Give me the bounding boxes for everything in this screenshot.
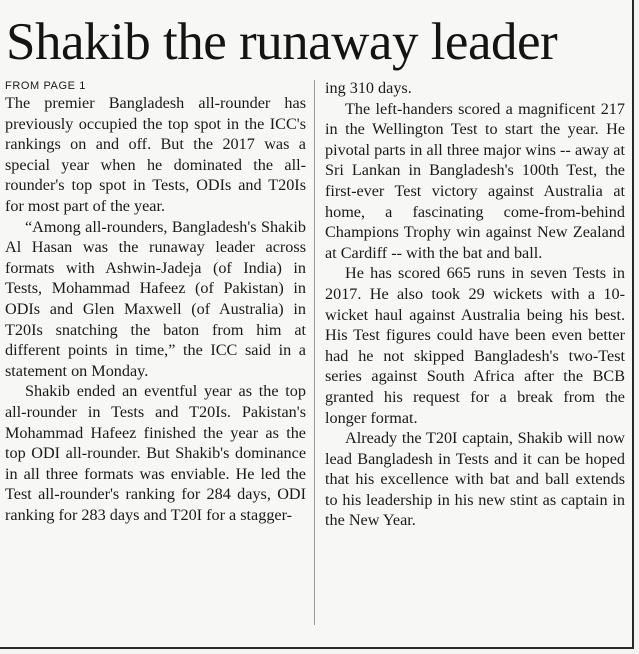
paragraph-5: He has scored 665 runs in seven Tests in 2017. He also took 29 wickets with a 10-wicket haul against Australia being his best. His Test figures could have been even better had he not skipped Bangladesh's two-Test series against South Africa after the BCB granted his request for a break from the longer format. <box>325 264 625 427</box>
paragraph-3-continued: ing 310 days. <box>325 79 412 97</box>
headline: Shakib the runaway leader <box>6 13 558 71</box>
paragraph-2: “Among all-rounders, Bangladesh's Shakib Al Hasan was the runaway leader across formats with Ashwin-Jadeja (of India) in Tests, Mohammad Hafeez (of Pakistan) in ODIs and Glen Maxwell (of Australia) in T20Is snatching the baton from him at different points in time,” the ICC said in a statement on Monday. <box>5 217 306 380</box>
right-column <box>325 78 625 531</box>
continuation-kicker: FROM PAGE 1 <box>5 80 86 92</box>
column-divider <box>314 80 315 625</box>
paragraph-6: Already the T20I captain, Shakib will now lead Bangladesh in Tests and it can be hoped that his excellence with bat and ball extends to his leadership in his new stint as captain in the New Year. <box>325 429 625 530</box>
paragraph-3: Shakib ended an eventful year as the top all-rounder in Tests and T20Is. Pakistan's Mohammad Hafeez finished the year as the top ODI all-rounder. But Shakib's dominance in all three formats was enviable. He led the Test all-rounder's ranking for 284 days, ODI ranking for 283 days and T20I for a stagger- <box>5 382 306 524</box>
left-column <box>5 78 306 525</box>
paragraph-4: The left-handers scored a magnificent 217 in the Wellington Test to start the year. He pivotal parts in all three major wins -- away at Sri Lankan in Bangladesh's 100th Test, the first-ever Test victory against Australia at home, a fascinating come-from-behind Champions Trophy win against New Zealand at Cardiff -- with the bat and ball. <box>325 99 625 262</box>
paragraph-1: The premier Bangladesh all-rounder has previously occupied the top spot in the ICC's rankings on and off. But the 2017 was a special year when he dominated the all-rounder's top spot in Tests, ODIs and T20Is for most part of the year. <box>5 94 306 215</box>
